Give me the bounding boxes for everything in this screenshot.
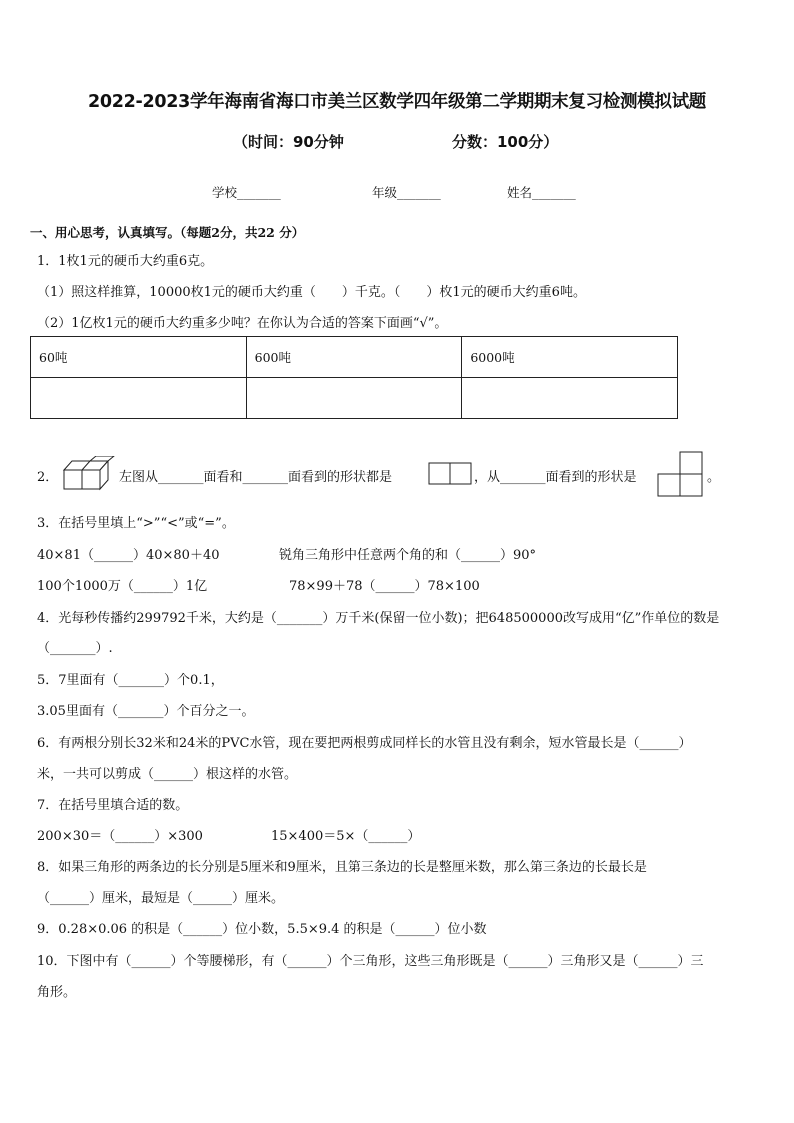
name-field: 姓名_______ [507, 185, 576, 200]
q1-part1: （1）照这样推算，10000枚1元的硬币大约重（ ）千克。（ ）枚1元的硬币大约重6吨。 [37, 285, 586, 300]
q2-text-c: 。 [707, 470, 721, 485]
q3-item-d: 78×99＋78（______）78×100 [289, 579, 480, 594]
q2-text-a: 左图从_______面看和_______面看到的形状都是 [119, 470, 393, 485]
q10-line-b: 角形。 [37, 985, 77, 1000]
two-square-view [428, 462, 474, 486]
q1-part2: （2）1亿枚1元的硬币大约重多少吨？在你认为合适的答案下面画“√”。 [37, 316, 448, 331]
q5-line-b: 3.05里面有（_______）个百分之一。 [37, 704, 255, 719]
q9-line: 9．0.28×0.06 的积是（______）位小数，5.5×9.4 的积是（______）位小数 [37, 922, 487, 937]
q2-number: 2． [37, 470, 59, 485]
answer-cell[interactable] [246, 378, 462, 419]
q4-line-b: （_______）. [37, 641, 113, 656]
q10-line-a: 10．下图中有（______）个等腰梯形，有（______）个三角形，这些三角形既是（______）三角形又是（______）三 [37, 954, 704, 969]
q7-stem: 7．在括号里填合适的数。 [37, 798, 189, 813]
q3-stem: 3．在括号里填上“>”“<”或“=”。 [37, 516, 235, 531]
q2-text-b: ，从_______面看到的形状是 [474, 470, 637, 485]
exam-time: （时间：90分钟 [233, 133, 344, 151]
q3-item-a: 40×81（______）40×80＋40 [37, 548, 220, 563]
section-heading: 一、用心思考，认真填写。（每题2分，共22 分） [30, 225, 305, 240]
option-cell: 600吨 [246, 337, 462, 378]
q1-stem: 1．1枚1元的硬币大约重6克。 [37, 254, 214, 269]
q8-line-a: 8．如果三角形的两条边的长分别是5厘米和9厘米，且第三条边的长是整厘米数，那么第三条边的长最长是 [37, 860, 647, 875]
q7-item-a: 200×30＝（______）×300 [37, 829, 203, 844]
q4-line-a: 4．光每秒传播约299792千米，大约是（_______）万千米(保留一位小数)；把648500000改写成用“亿”作单位的数是 [37, 611, 720, 626]
q5-line-a: 5．7里面有（_______）个0.1， [37, 673, 224, 688]
school-field: 学校_______ [212, 185, 281, 200]
cube-stack-figure [60, 456, 118, 492]
option-cell: 6000吨 [462, 337, 678, 378]
page-title: 2022-2023学年海南省海口市美兰区数学四年级第二学期期末复习检测模拟试题 [88, 92, 706, 112]
q3-item-b: 锐角三角形中任意两个角的和（______）90° [279, 548, 537, 563]
exam-score: 分数：100分） [452, 133, 559, 151]
q6-line-b: 米，一共可以剪成（______）根这样的水管。 [37, 767, 298, 782]
answer-cell[interactable] [31, 378, 247, 419]
grade-field: 年级_______ [372, 185, 441, 200]
answer-table [30, 336, 678, 419]
answer-cell[interactable] [462, 378, 678, 419]
option-cell: 60吨 [31, 337, 247, 378]
q8-line-b: （______）厘米，最短是（______）厘米。 [37, 891, 285, 906]
q6-line-a: 6．有两根分别长32米和24米的PVC水管，现在要把两根剪成同样长的水管且没有剩余，短水管最长是（______） [37, 736, 692, 751]
l-shape-view [656, 451, 704, 497]
q7-item-b: 15×400＝5×（______） [271, 829, 421, 844]
q3-item-c: 100个1000万（______）1亿 [37, 579, 208, 594]
